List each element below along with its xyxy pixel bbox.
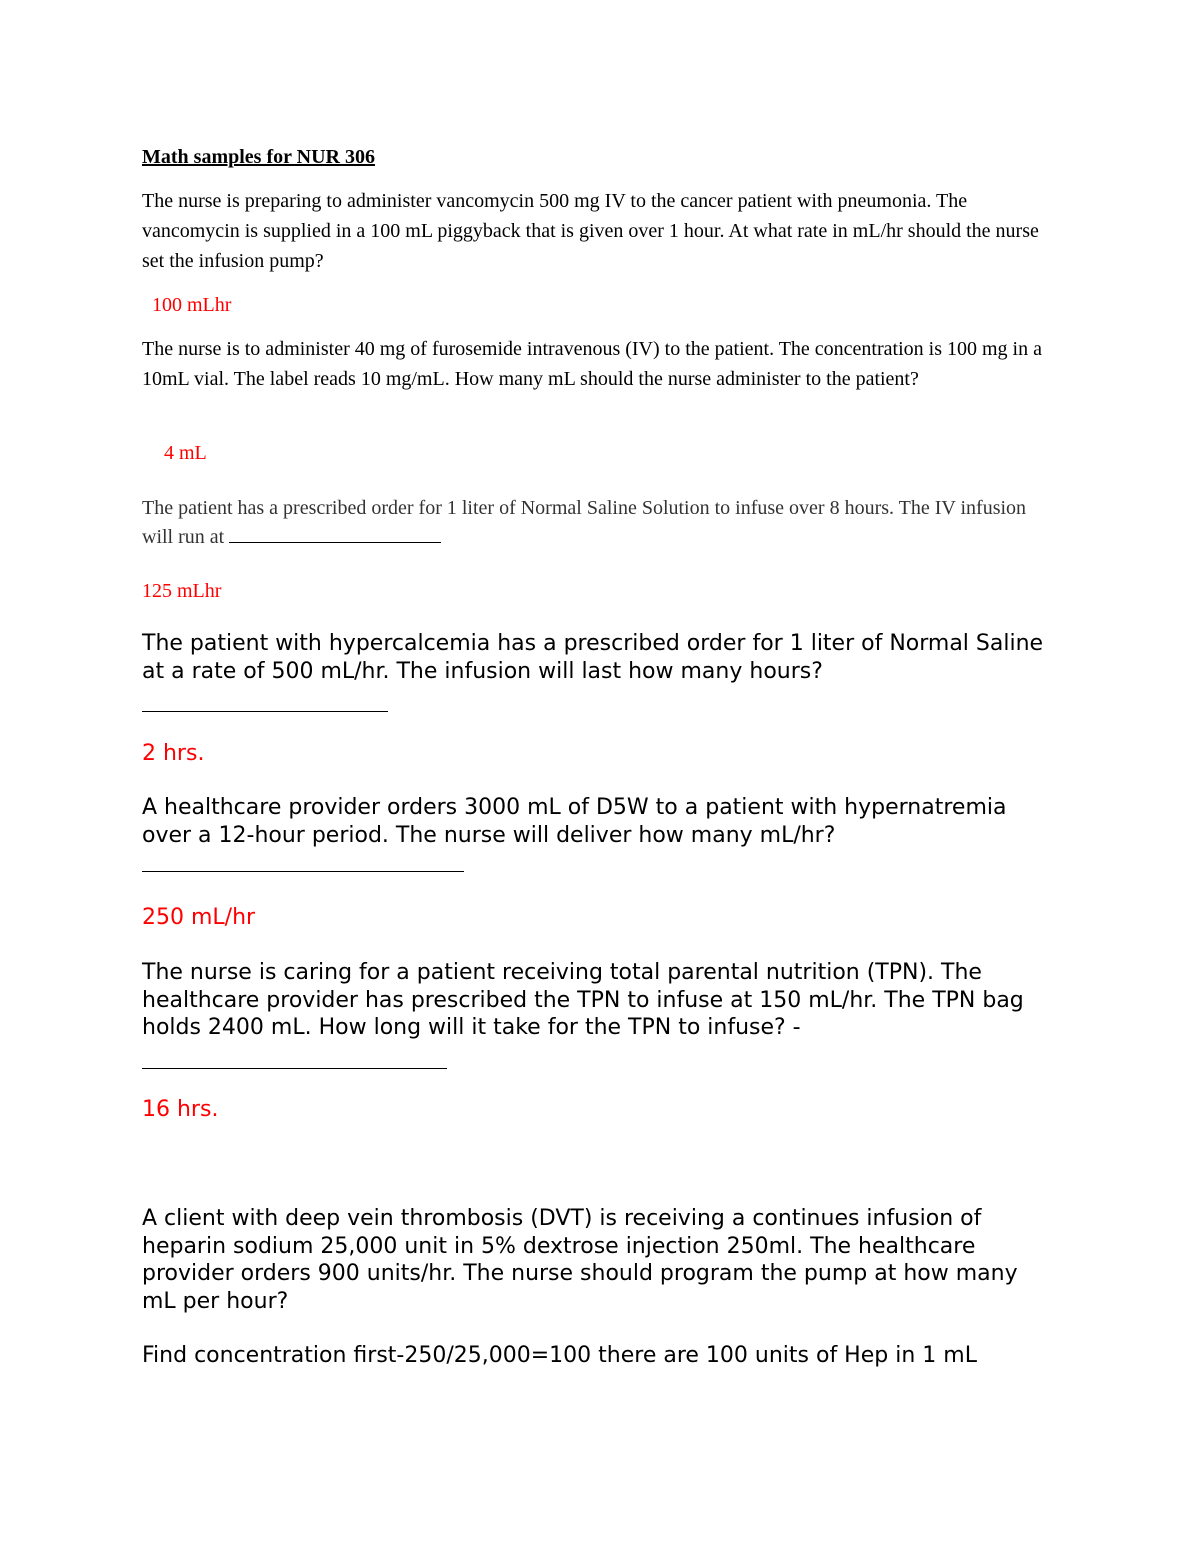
- question-2-answer: 4 mL: [164, 442, 207, 464]
- question-1-text: The nurse is preparing to administer vancomycin 500 mg IV to the cancer patient with pneumonia. The vancomycin is supplied in a 100 mL piggyback that is given over 1 hour. At what rate in mL/hr should the nurse set the infusion pump?: [142, 190, 1039, 272]
- question-6-answer: 16 hrs.: [142, 1097, 219, 1122]
- question-5-answer: 250 mL/hr: [142, 905, 256, 930]
- question-3-label: The patient has a prescribed order for 1 liter of Normal Saline Solution to infuse over 8 hours. The IV infusion will run at: [142, 497, 1027, 548]
- question-3-answer: 125 mLhr: [142, 580, 222, 602]
- question-5-text: [142, 794, 1012, 880]
- question-4-blank: [142, 711, 388, 712]
- question-1-answer: 100 mLhr: [152, 294, 232, 316]
- question-4-answer: 2 hrs.: [142, 741, 205, 766]
- question-6-text: The nurse is caring for a patient receiving total parental nutrition (TPN). The healthcare provider has prescribed the TPN to infuse at 150 mL/hr. The TPN bag holds 2400 mL. How long will it take for the TPN to infuse? -: [142, 960, 1024, 1040]
- question-5-blank: [142, 849, 464, 872]
- question-5-label: A healthcare provider orders 3000 mL of D5W to a patient with hypernatremia over a 12-hour period. The nurse will deliver how many mL/hr?: [142, 795, 1007, 848]
- question-4-text: The patient with hypercalcemia has a prescribed order for 1 liter of Normal Saline at a rate of 500 mL/hr. The infusion will last how many hours?: [142, 631, 1044, 684]
- question-6-blank: [142, 1068, 447, 1069]
- question-7-text: A client with deep vein thrombosis (DVT) is receiving a continues infusion of heparin sodium 25,000 unit in 5% dextrose injection 250ml. The healthcare provider orders 900 units/hr. The nurse should program the pump at how many mL per hour?: [142, 1206, 1018, 1314]
- question-3-blank: [229, 522, 441, 543]
- question-7-note: Find concentration first-250/25,000=100 there are 100 units of Hep in 1 mL: [142, 1343, 977, 1368]
- question-3-text: [142, 495, 1042, 551]
- document-title: Math samples for NUR 306: [142, 146, 375, 168]
- question-2-text: The nurse is to administer 40 mg of furosemide intravenous (IV) to the patient. The concentration is 100 mg in a 10mL vial. The label reads 10 mg/mL. How many mL should the nurse administer to the patient?: [142, 338, 1042, 390]
